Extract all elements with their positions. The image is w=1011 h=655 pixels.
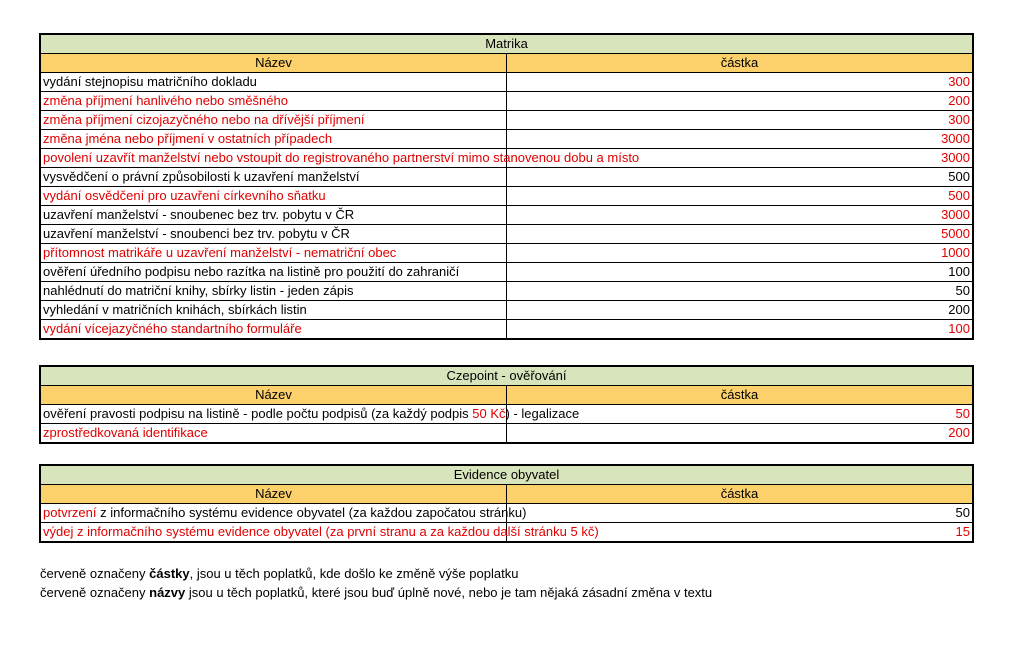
row-name: vydání vícejazyčného standartního formuláře [40, 320, 507, 340]
row-amount: 200 [507, 301, 974, 320]
row-name: ověření úředního podpisu nebo razítka na listině pro použití do zahraničí [40, 263, 507, 282]
note-line-names: červeně označeny názvy jsou u těch poplatků, které jsou buď úplně nové, nebo je tam nějaká zásadní změna v textu [40, 585, 713, 600]
evidence-col-name: Název [40, 485, 507, 504]
row-amount: 100 [507, 320, 974, 340]
row-name: vyhledání v matričních knihách, sbírkách listin [40, 301, 507, 320]
matrika-table [39, 33, 974, 340]
row-name: vysvědčení o právní způsobilosti k uzavření manželství [40, 168, 507, 187]
table-row [40, 92, 973, 111]
czepoint-col-amount: částka [507, 386, 974, 405]
table-row [40, 282, 973, 301]
row-amount: 100 [507, 263, 974, 282]
row-amount: 3000 [507, 149, 974, 168]
table-row [40, 149, 973, 168]
matrika-col-name: Název [40, 54, 507, 73]
evidence-title: Evidence obyvatel [40, 465, 973, 485]
table-row [40, 225, 973, 244]
row-name: výdej z informačního systému evidence obyvatel (za první stranu a za každou další stránku 5 kč) [40, 523, 507, 543]
row-amount: 300 [507, 73, 974, 92]
matrika-rows [40, 73, 973, 340]
row-name: nahlédnutí do matriční knihy, sbírky listin - jeden zápis [40, 282, 507, 301]
row-amount: 3000 [507, 130, 974, 149]
row-name: změna příjmení hanlivého nebo směšného [40, 92, 507, 111]
row-amount: 300 [507, 111, 974, 130]
table-row [40, 111, 973, 130]
czepoint-col-name: Název [40, 386, 507, 405]
row-name: vydání osvědčení pro uzavření církevního sňatku [40, 187, 507, 206]
row-amount: 15 [507, 523, 974, 543]
row-amount: 50 [507, 282, 974, 301]
row-name: přítomnost matrikáře u uzavření manželství - nematriční obec [40, 244, 507, 263]
note-line-amounts: červeně označeny částky, jsou u těch poplatků, kde došlo ke změně výše poplatku [40, 566, 519, 581]
table-row [40, 73, 973, 92]
row-amount: 500 [507, 187, 974, 206]
row-name: změna příjmení cizojazyčného nebo na dřívější příjmení [40, 111, 507, 130]
matrika-title: Matrika [40, 34, 973, 54]
row-name: vydání stejnopisu matričního dokladu [40, 73, 507, 92]
evidence-col-amount: částka [507, 485, 974, 504]
table-row [40, 168, 973, 187]
table-row [40, 263, 973, 282]
table-row [40, 301, 973, 320]
row-name: změna jména nebo příjmení v ostatních případech [40, 130, 507, 149]
row-amount: 200 [507, 424, 974, 444]
table-row [40, 244, 973, 263]
table-row [40, 187, 973, 206]
table-row [40, 320, 973, 340]
row-name: uzavření manželství - snoubenec bez trv. pobytu v ČR [40, 206, 507, 225]
table-row [40, 130, 973, 149]
row-amount: 5000 [507, 225, 974, 244]
row-amount: 50 [507, 405, 974, 424]
row-amount: 200 [507, 92, 974, 111]
row-name: uzavření manželství - snoubenci bez trv. pobytu v ČR [40, 225, 507, 244]
matrika-col-amount: částka [507, 54, 974, 73]
row-name: povolení uzavřít manželství nebo vstoupit do registrovaného partnerství mimo stanovenou dobu a místo [40, 149, 507, 168]
row-name: zprostředkovaná identifikace [40, 424, 507, 444]
legend-notes [40, 564, 712, 602]
row-amount: 3000 [507, 206, 974, 225]
row-name: ověření pravosti podpisu na listině - podle počtu podpisů (za každý podpis 50 Kč) - legalizace [40, 405, 507, 424]
row-amount: 500 [507, 168, 974, 187]
czepoint-title: Czepoint - ověřování [40, 366, 973, 386]
table-row [40, 206, 973, 225]
table-row [40, 405, 973, 424]
row-amount: 50 [507, 504, 974, 523]
table-row [40, 424, 973, 444]
table-row [40, 504, 973, 523]
row-amount: 1000 [507, 244, 974, 263]
table-row [40, 523, 973, 543]
czepoint-table [39, 365, 974, 444]
row-name: potvrzení z informačního systému evidence obyvatel (za každou započatou stránku) [40, 504, 507, 523]
evidence-table [39, 464, 974, 543]
